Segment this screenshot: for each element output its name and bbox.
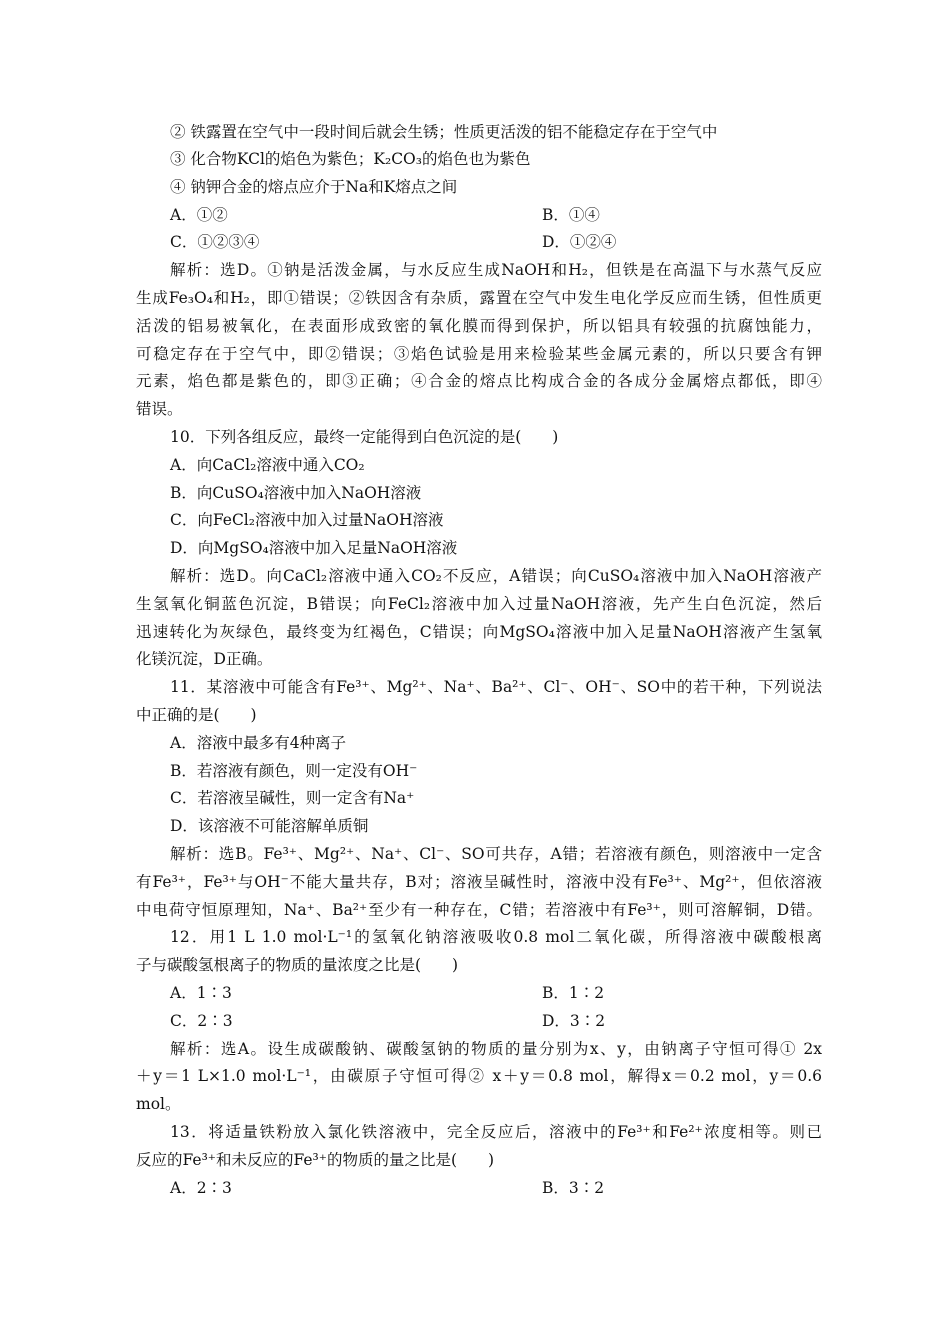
q12-stem: 子与碳酸氢根离子的物质的量浓度之比是( ) <box>136 956 459 974</box>
q12-option-c: C．2∶3 <box>170 1012 233 1030</box>
q12-analysis-line: mol。 <box>136 1095 181 1113</box>
q12-option-a: A．1∶3 <box>170 984 232 1002</box>
q11-stem: 中正确的是( ) <box>136 706 257 724</box>
q9-analysis-line: 活泼的铝易被氧化，在表面形成致密的氧化膜而得到保护，所以铝具有较强的抗腐蚀能力， <box>136 317 822 335</box>
q10-analysis-line: 生氢氧化铜蓝色沉淀，B错误；向FeCl₂溶液中加入过量NaOH溶液，先产生白色沉淀，然后 <box>136 595 822 613</box>
q12-analysis-line: ＋y＝1 L×1.0 mol·L⁻¹，由碳原子守恒可得② x＋y＝0.8 mol，解得x＝0.2 mol，y＝0.6 <box>136 1067 822 1085</box>
q13-option-a: A．2∶3 <box>170 1179 232 1197</box>
q9-option-b: B．①④ <box>542 206 600 224</box>
q10-option-a: A．向CaCl₂溶液中通入CO₂ <box>170 456 365 474</box>
q13-stem: 13．将适量铁粉放入氯化铁溶液中，完全反应后，溶液中的Fe³⁺和Fe²⁺浓度相等。则已 <box>170 1123 822 1141</box>
q13-stem: 反应的Fe³⁺和未反应的Fe³⁺的物质的量之比是( ) <box>136 1151 495 1169</box>
q11-option-c: C．若溶液呈碱性，则一定含有Na⁺ <box>170 789 415 807</box>
q9-item-3: ③ 化合物KCl的焰色为紫色；K₂CO₃的焰色也为紫色 <box>170 150 531 168</box>
q9-analysis-line: 解析：选D。①钠是活泼金属，与水反应生成NaOH和H₂，但铁是在高温下与水蒸气反应 <box>170 261 822 279</box>
q9-item-4: ④ 钠钾合金的熔点应介于Na和K熔点之间 <box>170 178 458 196</box>
q9-option-d: D．①②④ <box>542 233 617 251</box>
q12-stem: 12．用1 L 1.0 mol·L⁻¹的氢氧化钠溶液吸收0.8 mol二氧化碳，所得溶液中碳酸根离 <box>170 928 822 946</box>
q10-analysis-line: 迅速转化为灰绿色，最终变为红褐色，C错误；向MgSO₄溶液中加入足量NaOH溶液产生氢氧 <box>136 623 822 641</box>
q11-option-b: B．若溶液有颜色，则一定没有OH⁻ <box>170 762 418 780</box>
q9-option-a: A．①② <box>170 206 228 224</box>
q12-option-d: D．3∶2 <box>542 1012 606 1030</box>
q10-option-d: D．向MgSO₄溶液中加入足量NaOH溶液 <box>170 539 458 557</box>
q10-stem: 10．下列各组反应，最终一定能得到白色沉淀的是( ) <box>170 428 559 446</box>
q10-option-c: C．向FeCl₂溶液中加入过量NaOH溶液 <box>170 511 444 529</box>
q11-analysis-line: 有Fe³⁺，Fe³⁺与OH⁻不能大量共存，B对；溶液呈碱性时，溶液中没有Fe³⁺、Mg²⁺，但依溶液 <box>136 873 822 891</box>
q11-stem: 11．某溶液中可能含有Fe³⁺、Mg²⁺、Na⁺、Ba²⁺、Cl⁻、OH⁻、SO中的若干种，下列说法 <box>170 678 822 696</box>
q9-analysis-line: 生成Fe₃O₄和H₂，即①错误；②铁因含有杂质，露置在空气中发生电化学反应而生锈，但性质更 <box>136 289 822 307</box>
q13-option-b: B．3∶2 <box>542 1179 605 1197</box>
q9-analysis-line: 可稳定存在于空气中，即②错误；③焰色试验是用来检验某些金属元素的，所以只要含有钾 <box>136 345 822 363</box>
q9-analysis-line: 元素，焰色都是紫色的，即③正确；④合金的熔点比构成合金的各成分金属熔点都低，即④ <box>136 372 822 390</box>
q12-option-b: B．1∶2 <box>542 984 605 1002</box>
q11-option-a: A．溶液中最多有4种离子 <box>170 734 347 752</box>
q9-analysis-line: 错误。 <box>136 400 183 418</box>
q12-analysis-line: 解析：选A。设生成碳酸钠、碳酸氢钠的物质的量分别为x、y，由钠离子守恒可得① 2x <box>170 1040 822 1058</box>
q10-analysis-line: 化镁沉淀，D正确。 <box>136 650 273 668</box>
q10-option-b: B．向CuSO₄溶液中加入NaOH溶液 <box>170 484 422 502</box>
q11-analysis-line: 解析：选B。Fe³⁺、Mg²⁺、Na⁺、Cl⁻、SO可共存，A错；若溶液有颜色，则溶液中一定含 <box>170 845 822 863</box>
q9-option-c: C．①②③④ <box>170 233 260 251</box>
q11-analysis-line: 中电荷守恒原理知，Na⁺、Ba²⁺至少有一种存在，C错；若溶液中有Fe³⁺，则可溶解铜，D错。 <box>136 901 822 919</box>
q11-option-d: D．该溶液不可能溶解单质铜 <box>170 817 369 835</box>
q9-item-2: ② 铁露置在空气中一段时间后就会生锈；性质更活泼的铝不能稳定存在于空气中 <box>170 123 718 141</box>
q10-analysis-line: 解析：选D。向CaCl₂溶液中通入CO₂不反应，A错误；向CuSO₄溶液中加入NaOH溶液产 <box>170 567 822 585</box>
